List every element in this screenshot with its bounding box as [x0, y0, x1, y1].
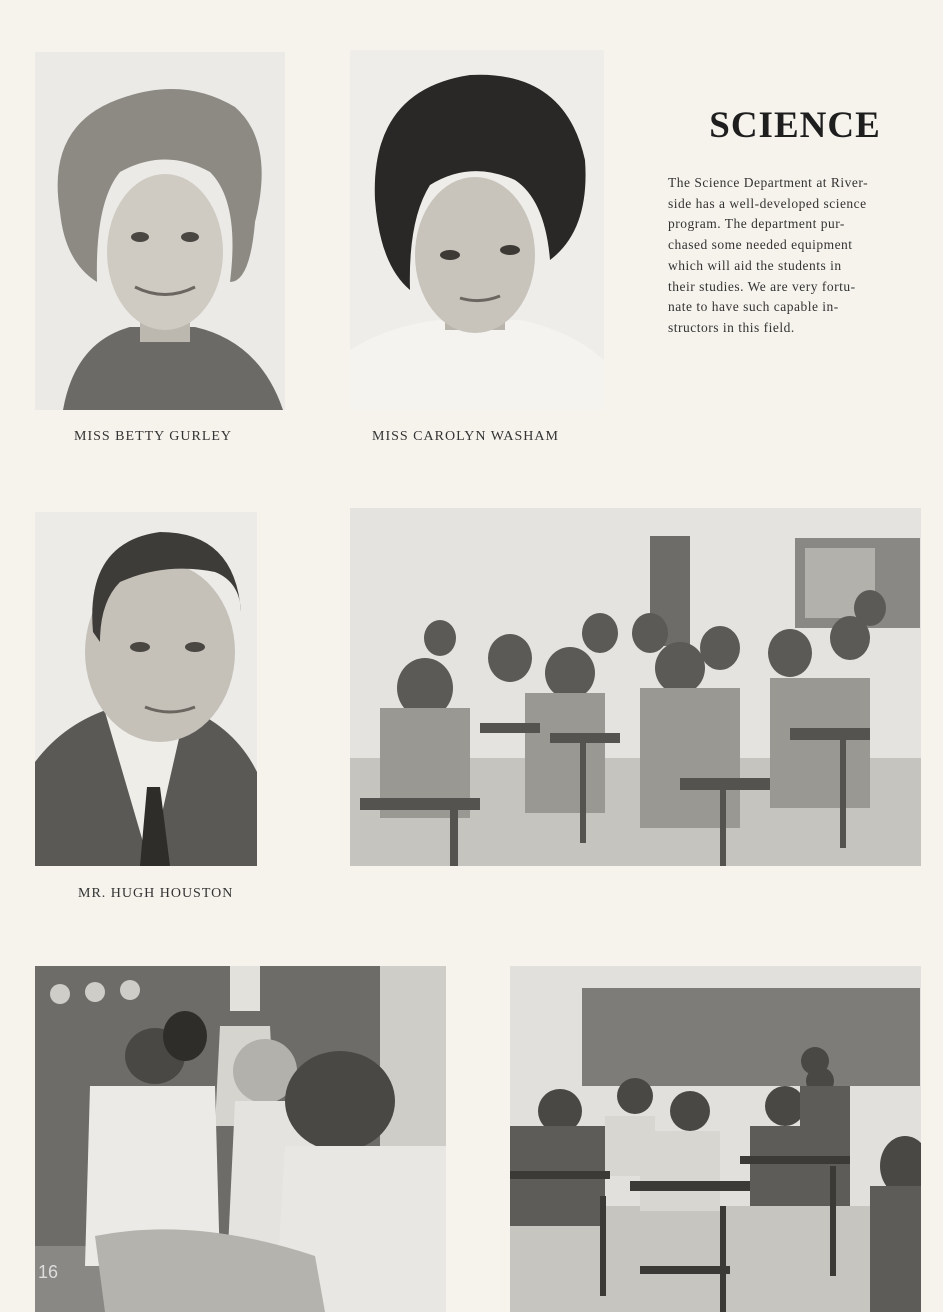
portrait-carolyn-washam: [350, 50, 604, 410]
portrait-caption: MISS CAROLYN WASHAM: [372, 429, 559, 444]
lab-skeleton-photo: [35, 966, 446, 1312]
portrait-caption: MR. HUGH HOUSTON: [78, 886, 234, 901]
paragraph-line: structors in this field.: [668, 319, 795, 335]
paragraph-line: side has a well-developed science: [668, 195, 867, 211]
classroom-desks-photo: [510, 966, 921, 1312]
page-number: 16: [38, 1262, 59, 1282]
section-title: SCIENCE: [709, 105, 881, 146]
paragraph-line: The Science Department at River-: [668, 175, 869, 190]
paragraph-line: their studies. We are very fortu-: [668, 278, 856, 294]
classroom-photo: [350, 508, 921, 866]
section-paragraph: [668, 173, 918, 339]
portrait-betty-gurley: [35, 52, 285, 410]
portrait-hugh-houston: [35, 512, 257, 866]
paragraph-line: which will aid the students in: [668, 257, 842, 273]
paragraph-line: chased some needed equipment: [668, 237, 853, 253]
paragraph-line: program. The department pur-: [668, 216, 845, 232]
paragraph-line: nate to have such capable in-: [668, 299, 839, 315]
portrait-caption: MISS BETTY GURLEY: [74, 429, 233, 444]
